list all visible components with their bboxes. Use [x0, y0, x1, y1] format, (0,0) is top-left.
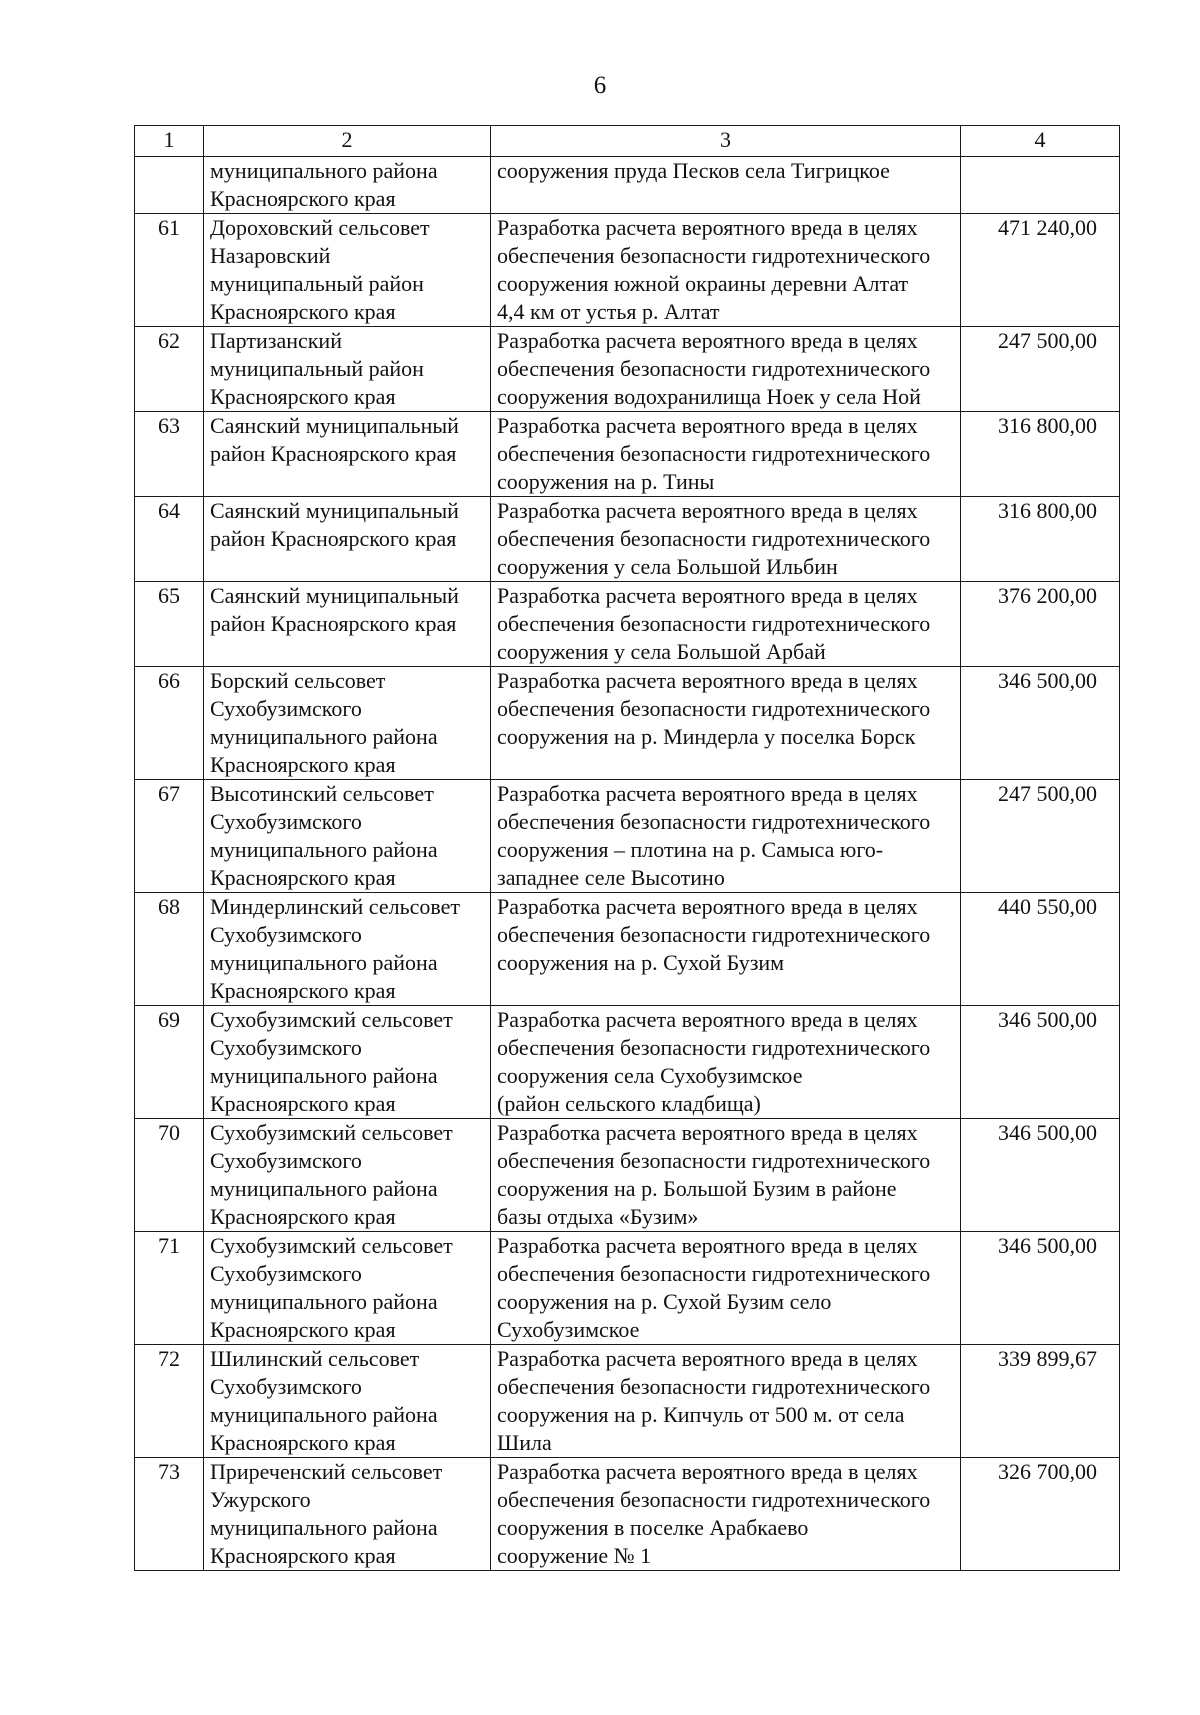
description-cell — [491, 780, 961, 893]
district-cell — [204, 1006, 491, 1119]
description-line: базы отдыха «Бузим» — [497, 1204, 699, 1229]
district-line: муниципальный район — [210, 271, 424, 296]
amount-cell — [961, 157, 1120, 214]
header-cell: 1 — [135, 126, 204, 157]
district-line: Сухобузимского — [210, 1148, 362, 1173]
table-row — [135, 582, 1120, 667]
district-line: Сухобузимский сельсовет — [210, 1120, 453, 1145]
description-cell — [491, 214, 961, 327]
district-line: муниципального района — [210, 950, 438, 975]
district-cell — [204, 214, 491, 327]
description-line: сооружения у села Большой Арбай — [497, 639, 826, 664]
description-line: обеспечения безопасности гидротехнического — [497, 809, 931, 834]
amount-cell: 346 500,00 — [961, 1006, 1120, 1119]
description-line: обеспечения безопасности гидротехнического — [497, 1487, 931, 1512]
district-line: муниципального района — [210, 1063, 438, 1088]
district-line: Высотинский сельсовет — [210, 781, 434, 806]
district-line: Красноярского края — [210, 1543, 396, 1568]
description-line: Разработка расчета вероятного вреда в целях — [497, 1007, 918, 1032]
table-body — [135, 157, 1120, 1571]
district-line: Сухобузимского — [210, 1261, 362, 1286]
district-cell — [204, 327, 491, 412]
district-line: Красноярского края — [210, 186, 396, 211]
description-line: обеспечения безопасности гидротехнического — [497, 922, 931, 947]
table-row — [135, 667, 1120, 780]
description-line: Разработка расчета вероятного вреда в целях — [497, 413, 918, 438]
table-row — [135, 214, 1120, 327]
district-line: Борский сельсовет — [210, 668, 386, 693]
description-cell — [491, 582, 961, 667]
district-line: муниципальный район — [210, 356, 424, 381]
district-line: муниципального района — [210, 724, 438, 749]
description-cell — [491, 1119, 961, 1232]
row-number-cell: 70 — [135, 1119, 204, 1232]
description-line: сооружения на р. Сухой Бузим село — [497, 1289, 832, 1314]
row-number-cell: 68 — [135, 893, 204, 1006]
table-row — [135, 327, 1120, 412]
district-line: Миндерлинский сельсовет — [210, 894, 461, 919]
district-line: Сухобузимского — [210, 809, 362, 834]
district-line: Сухобузимского — [210, 922, 362, 947]
district-line: Красноярского края — [210, 978, 396, 1003]
district-line: муниципального района — [210, 158, 438, 183]
district-line: Красноярского края — [210, 1204, 396, 1229]
district-line: район Красноярского края — [210, 611, 457, 636]
district-line: Дороховский сельсовет — [210, 215, 430, 240]
row-number-cell: 73 — [135, 1458, 204, 1571]
row-number-cell — [135, 157, 204, 214]
description-line: сооружения на р. Сухой Бузим — [497, 950, 785, 975]
district-cell — [204, 157, 491, 214]
district-line: муниципального района — [210, 1289, 438, 1314]
district-line: Сухобузимский сельсовет — [210, 1233, 453, 1258]
district-cell — [204, 497, 491, 582]
district-line: Сухобузимского — [210, 1035, 362, 1060]
description-line: обеспечения безопасности гидротехнического — [497, 1261, 931, 1286]
district-line: Саянский муниципальный — [210, 583, 459, 608]
amount-cell: 440 550,00 — [961, 893, 1120, 1006]
amount-cell: 316 800,00 — [961, 412, 1120, 497]
district-line: Сухобузимского — [210, 1374, 362, 1399]
description-line: сооружения на р. Миндерла у поселка Борск — [497, 724, 916, 749]
description-line: Разработка расчета вероятного вреда в целях — [497, 498, 918, 523]
description-cell — [491, 667, 961, 780]
district-line: Красноярского края — [210, 384, 396, 409]
district-cell — [204, 1119, 491, 1232]
description-cell — [491, 1232, 961, 1345]
amount-cell: 247 500,00 — [961, 780, 1120, 893]
description-line: Разработка расчета вероятного вреда в целях — [497, 215, 918, 240]
description-line: Разработка расчета вероятного вреда в целях — [497, 668, 918, 693]
table-header-row — [135, 126, 1120, 157]
district-line: Красноярского края — [210, 865, 396, 890]
description-line: сооружения водохранилища Ноек у села Ной — [497, 384, 921, 409]
table-row — [135, 1119, 1120, 1232]
district-cell — [204, 667, 491, 780]
district-line: район Красноярского края — [210, 441, 457, 466]
description-line: обеспечения безопасности гидротехнического — [497, 526, 931, 551]
district-line: Сухобузимский сельсовет — [210, 1007, 453, 1032]
description-line: обеспечения безопасности гидротехнического — [497, 356, 931, 381]
description-line: Разработка расчета вероятного вреда в целях — [497, 1233, 918, 1258]
district-line: Красноярского края — [210, 1430, 396, 1455]
amount-cell: 326 700,00 — [961, 1458, 1120, 1571]
header-cell: 4 — [961, 126, 1120, 157]
district-line: Красноярского края — [210, 752, 396, 777]
description-line: сооружения на р. Большой Бузим в районе — [497, 1176, 897, 1201]
page-number: 6 — [593, 72, 607, 99]
registry-table — [134, 125, 1120, 1571]
description-cell — [491, 1458, 961, 1571]
description-line: сооружения южной окраины деревни Алтат — [497, 271, 909, 296]
district-line: Красноярского края — [210, 1317, 396, 1342]
description-cell — [491, 1345, 961, 1458]
description-line: обеспечения безопасности гидротехнического — [497, 441, 931, 466]
table-row — [135, 1458, 1120, 1571]
district-cell — [204, 1232, 491, 1345]
description-line: Разработка расчета вероятного вреда в целях — [497, 328, 918, 353]
district-line: Красноярского края — [210, 299, 396, 324]
description-line: сооружение № 1 — [497, 1543, 652, 1568]
district-line: муниципального района — [210, 1176, 438, 1201]
header-cell: 3 — [491, 126, 961, 157]
row-number-cell: 66 — [135, 667, 204, 780]
description-line: Разработка расчета вероятного вреда в целях — [497, 1459, 918, 1484]
description-line: Сухобузимское — [497, 1317, 640, 1342]
description-cell — [491, 412, 961, 497]
table-row — [135, 1345, 1120, 1458]
description-cell — [491, 893, 961, 1006]
row-number-cell: 63 — [135, 412, 204, 497]
table-row — [135, 412, 1120, 497]
description-line: сооружения в поселке Арабкаево — [497, 1515, 809, 1540]
district-line: муниципального района — [210, 1402, 438, 1427]
row-number-cell: 71 — [135, 1232, 204, 1345]
description-cell — [491, 497, 961, 582]
row-number-cell: 62 — [135, 327, 204, 412]
amount-cell: 339 899,67 — [961, 1345, 1120, 1458]
row-number-cell: 72 — [135, 1345, 204, 1458]
district-cell — [204, 1345, 491, 1458]
description-line: сооружения пруда Песков села Тигрицкое — [497, 158, 890, 183]
district-line: Шилинский сельсовет — [210, 1346, 420, 1371]
description-line: сооружения села Сухобузимское — [497, 1063, 803, 1088]
district-line: Красноярского края — [210, 1091, 396, 1116]
district-line: муниципального района — [210, 837, 438, 862]
district-line: Сухобузимского — [210, 696, 362, 721]
amount-cell: 471 240,00 — [961, 214, 1120, 327]
description-line: западнее селе Высотино — [497, 865, 725, 890]
description-line: 4,4 км от устья р. Алтат — [497, 299, 720, 324]
description-cell — [491, 1006, 961, 1119]
description-cell — [491, 157, 961, 214]
district-line: муниципального района — [210, 1515, 438, 1540]
district-cell — [204, 1458, 491, 1571]
amount-cell: 346 500,00 — [961, 667, 1120, 780]
row-number-cell: 61 — [135, 214, 204, 327]
description-line: Разработка расчета вероятного вреда в целях — [497, 1120, 918, 1145]
amount-cell: 376 200,00 — [961, 582, 1120, 667]
district-line: Назаровский — [210, 243, 331, 268]
description-line: обеспечения безопасности гидротехнического — [497, 1148, 931, 1173]
row-number-cell: 65 — [135, 582, 204, 667]
description-line: сооружения – плотина на р. Самыса юго- — [497, 837, 884, 862]
table-row — [135, 780, 1120, 893]
description-line: обеспечения безопасности гидротехнического — [497, 243, 931, 268]
row-number-cell: 69 — [135, 1006, 204, 1119]
description-line: Шила — [497, 1430, 552, 1455]
amount-cell: 247 500,00 — [961, 327, 1120, 412]
description-line: обеспечения безопасности гидротехнического — [497, 1035, 931, 1060]
district-line: Приреченский сельсовет — [210, 1459, 443, 1484]
table-row — [135, 1006, 1120, 1119]
row-number-cell: 67 — [135, 780, 204, 893]
amount-cell: 346 500,00 — [961, 1119, 1120, 1232]
district-line: Партизанский — [210, 328, 342, 353]
row-number-cell: 64 — [135, 497, 204, 582]
district-line: Ужурского — [210, 1487, 311, 1512]
description-line: (район сельского кладбища) — [497, 1091, 761, 1116]
table-row — [135, 1232, 1120, 1345]
district-cell — [204, 582, 491, 667]
table-row — [135, 893, 1120, 1006]
description-line: сооружения на р. Кипчуль от 500 м. от села — [497, 1402, 905, 1427]
table-row — [135, 497, 1120, 582]
description-line: обеспечения безопасности гидротехнического — [497, 611, 931, 636]
description-line: Разработка расчета вероятного вреда в целях — [497, 781, 918, 806]
district-cell — [204, 893, 491, 1006]
district-cell — [204, 412, 491, 497]
description-line: сооружения на р. Тины — [497, 469, 715, 494]
amount-cell: 316 800,00 — [961, 497, 1120, 582]
district-cell — [204, 780, 491, 893]
description-line: Разработка расчета вероятного вреда в целях — [497, 1346, 918, 1371]
description-line: сооружения у села Большой Ильбин — [497, 554, 838, 579]
description-line: обеспечения безопасности гидротехнического — [497, 1374, 931, 1399]
description-line: Разработка расчета вероятного вреда в целях — [497, 583, 918, 608]
description-line: Разработка расчета вероятного вреда в целях — [497, 894, 918, 919]
district-line: Саянский муниципальный — [210, 413, 459, 438]
district-line: район Красноярского края — [210, 526, 457, 551]
amount-cell: 346 500,00 — [961, 1232, 1120, 1345]
header-cell: 2 — [204, 126, 491, 157]
description-cell — [491, 327, 961, 412]
district-line: Саянский муниципальный — [210, 498, 459, 523]
description-line: обеспечения безопасности гидротехнического — [497, 696, 931, 721]
table-row — [135, 157, 1120, 214]
